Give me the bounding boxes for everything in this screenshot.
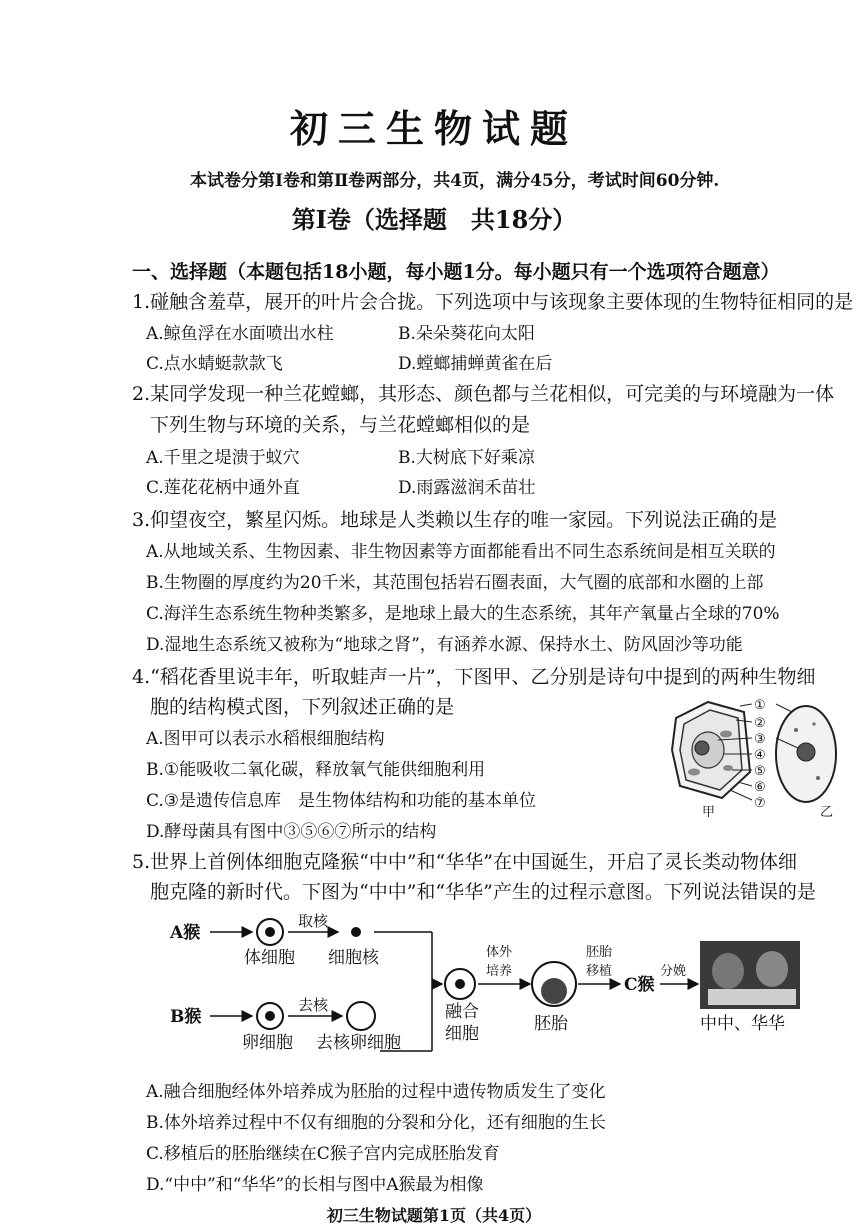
q1-option-c: C.点水蜻蜓款款飞 <box>146 354 283 374</box>
q3-option-d: D.湿地生态系统又被称为“地球之肾”，有涵养水源、保持水土、防风固沙等功能 <box>146 635 743 655</box>
b-monkey-label: B猴 <box>170 1007 202 1027</box>
exam-info: 本试卷分第Ⅰ卷和第Ⅱ卷两部分，共4页，满分45分，考试时间60分钟. <box>190 171 720 191</box>
q5-option-d: D.“中中”和“华华”的长相与图中A猴最为相像 <box>146 1175 484 1195</box>
q5-stem-line2: 胞克隆的新时代。下图为“中中”和“华华”产生的过程示意图。下列说法错误的是 <box>150 881 816 903</box>
transfer-label-2: 移植 <box>586 964 613 979</box>
q4-stem-line2: 胞的结构模式图，下列叙述正确的是 <box>150 696 455 718</box>
label-4: ④ <box>754 748 766 763</box>
q1-stem: 1.碰触含羞草，展开的叶片会合拢。下列选项中与该现象主要体现的生物特征相同的是 <box>132 291 854 313</box>
label-5: ⑤ <box>754 764 766 779</box>
a-monkey-label: A猴 <box>170 923 201 943</box>
q3-option-c: C.海洋生态系统生物种类繁多，是地球上最大的生态系统，其年产氧量占全球的70% <box>146 604 780 624</box>
q5-option-a: A.融合细胞经体外培养成为胚胎的过程中遗传物质发生了变化 <box>146 1082 606 1102</box>
label-3: ③ <box>754 732 766 747</box>
q2-option-b: B.大树底下好乘凉 <box>398 448 535 468</box>
offspring-label: 中中、华华 <box>700 1014 785 1034</box>
q2-option-c: C.莲花花柄中通外直 <box>146 478 300 498</box>
caption-jia: 甲 <box>702 805 716 820</box>
page-footer: 初三生物试题第1页（共4页） <box>326 1206 542 1225</box>
embryo-icon <box>532 962 576 1006</box>
label-1: ① <box>754 698 766 713</box>
q1-option-a: A.鲸鱼浮在水面喷出水柱 <box>146 324 334 344</box>
fused-cell-label-1: 融合 <box>445 1002 479 1022</box>
fused-cell-label-2: 细胞 <box>445 1024 479 1044</box>
label-7: ⑦ <box>754 796 766 811</box>
cloned-monkeys-photo <box>700 941 800 1009</box>
q5-option-b: B.体外培养过程中不仅有细胞的分裂和分化，还有细胞的生长 <box>146 1113 606 1133</box>
c-monkey-label: C猴 <box>624 975 655 995</box>
fused-cell-icon <box>445 969 475 999</box>
q5-option-c: C.移植后的胚胎继续在C猴子宫内完成胚胎发育 <box>146 1144 500 1164</box>
embryo-label: 胚胎 <box>534 1014 568 1034</box>
section-heading: 一、选择题（本题包括18小题，每小题1分。每小题只有一个选项符合题意） <box>132 261 780 283</box>
in-vitro-label-2: 培养 <box>486 964 513 979</box>
q3-option-a: A.从地域关系、生物因素、非生物因素等方面都能看出不同生态系统间是相互关联的 <box>146 542 776 562</box>
egg-cell-icon <box>257 1003 283 1029</box>
nucleus-icon <box>351 927 361 937</box>
q1-option-d: D.螳螂捕蝉黄雀在后 <box>398 354 553 374</box>
q4-option-b: B.①能吸收二氧化碳，释放氧气能供细胞利用 <box>146 760 486 780</box>
in-vitro-label-1: 体外 <box>486 945 513 960</box>
q4-option-d: D.酵母菌具有图中③⑤⑥⑦所示的结构 <box>146 822 437 842</box>
enucleated-egg-icon <box>347 1002 375 1030</box>
q2-stem-line1: 2.某同学发现一种兰花螳螂，其形态、颜色都与兰花相似，可完美的与环境融为一体 <box>132 383 835 405</box>
cell-structure-figure <box>668 690 844 820</box>
part-title: 第Ⅰ卷（选择题 共18分） <box>291 205 577 234</box>
q4-option-a: A.图甲可以表示水稻根细胞结构 <box>146 729 385 749</box>
animal-cell-diagram <box>776 706 836 802</box>
plant-cell-diagram <box>672 702 750 798</box>
take-nucleus-label: 取核 <box>298 912 329 930</box>
label-6: ⑥ <box>754 780 766 795</box>
q2-option-d: D.雨露滋润禾苗壮 <box>398 478 536 498</box>
body-cell-icon <box>257 919 283 945</box>
caption-yi: 乙 <box>820 805 834 820</box>
cloning-process-diagram <box>160 905 850 1075</box>
enucleated-egg-label: 去核卵细胞 <box>316 1033 401 1053</box>
q2-stem-line2: 下列生物与环境的关系，与兰花螳螂相似的是 <box>150 414 531 436</box>
delivery-label: 分娩 <box>660 964 687 979</box>
q3-stem: 3.仰望夜空，繁星闪烁。地球是人类赖以生存的唯一家园。下列说法正确的是 <box>132 509 778 531</box>
body-cell-label: 体细胞 <box>244 948 295 968</box>
q5-stem-line1: 5.世界上首例体细胞克隆猴“中中”和“华华”在中国诞生，开启了灵长类动物体细 <box>132 851 797 873</box>
egg-cell-label: 卵细胞 <box>242 1033 293 1053</box>
q1-option-b: B.朵朵葵花向太阳 <box>398 324 535 344</box>
q2-option-a: A.千里之堤溃于蚁穴 <box>146 448 300 468</box>
transfer-label-1: 胚胎 <box>586 945 613 960</box>
page-title: 初三生物试题 <box>289 106 578 151</box>
q4-stem-line1: 4.“稻花香里说丰年，听取蛙声一片”，下图甲、乙分别是诗句中提到的两种生物细 <box>132 666 816 688</box>
cell-nucleus-label: 细胞核 <box>328 948 379 968</box>
remove-nucleus-label: 去核 <box>298 996 329 1014</box>
label-2: ② <box>754 716 766 731</box>
q3-option-b: B.生物圈的厚度约为20千米，其范围包括岩石圈表面，大气圈的底部和水圈的上部 <box>146 573 764 593</box>
q4-option-c: C.③是遗传信息库 是生物体结构和功能的基本单位 <box>146 791 537 811</box>
